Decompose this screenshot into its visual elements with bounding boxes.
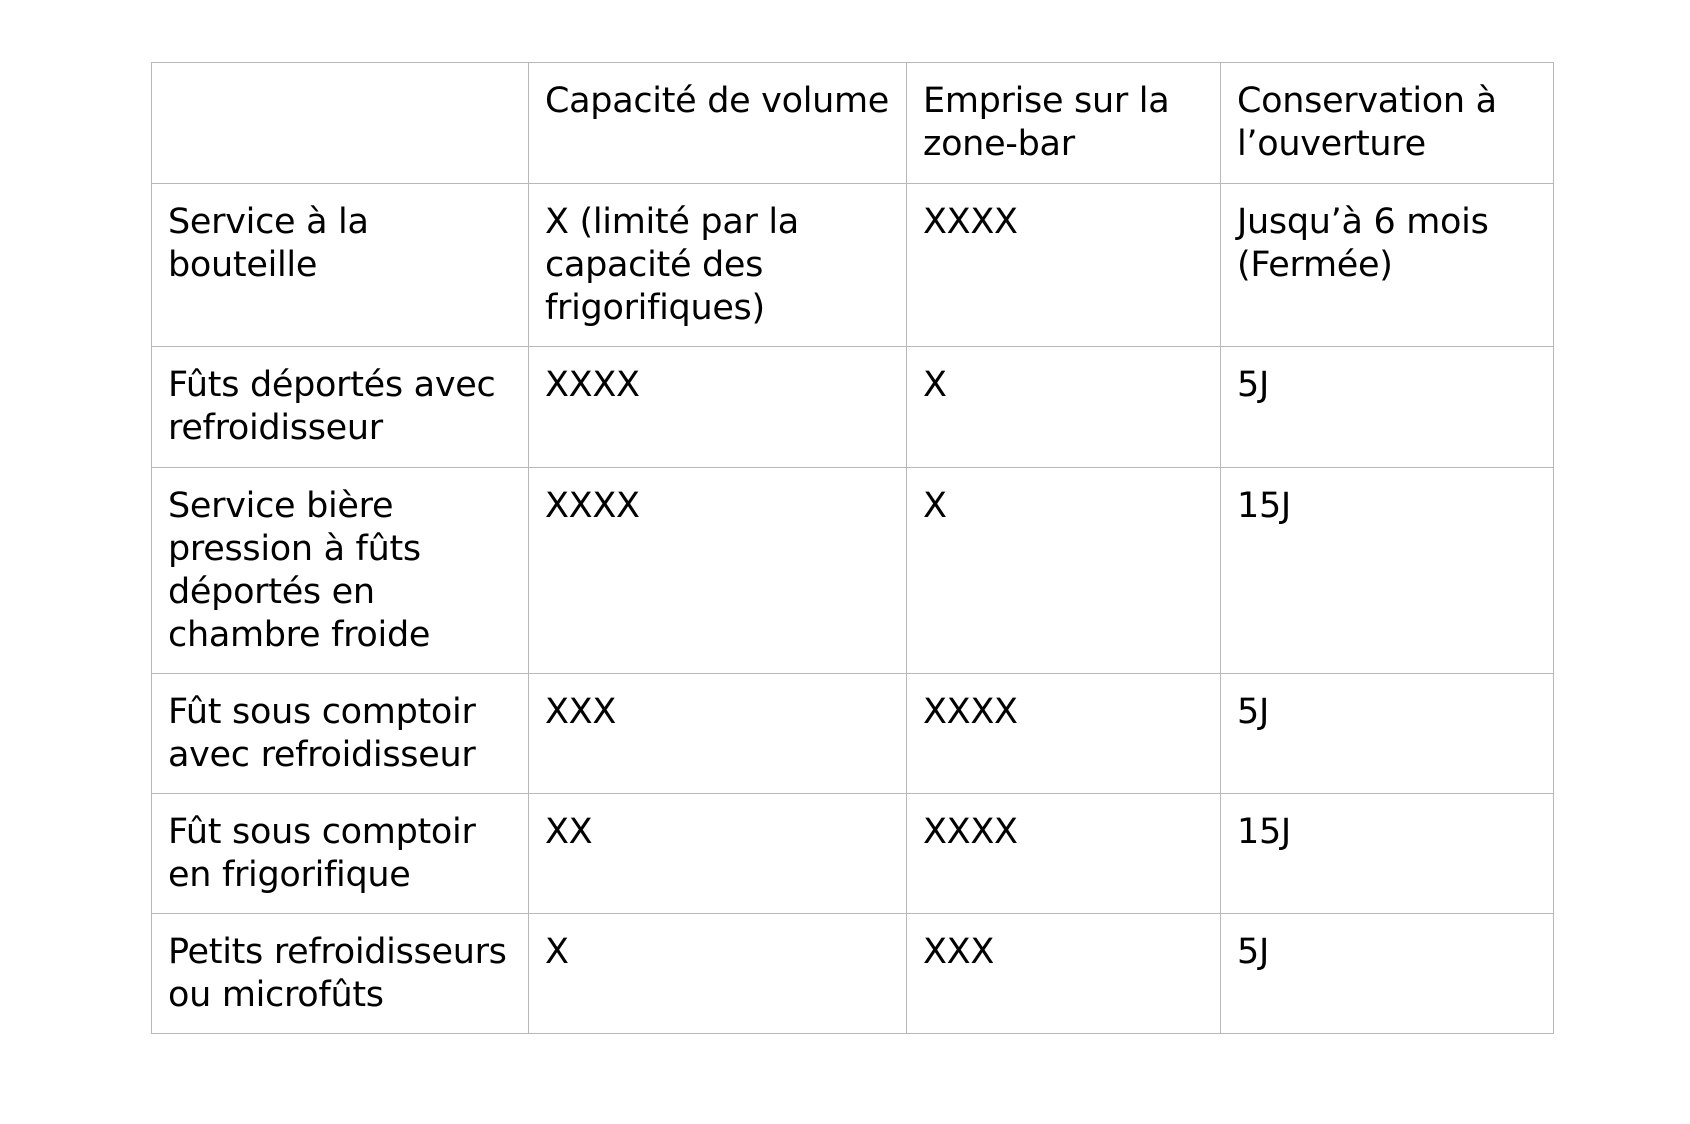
comparison-table (151, 62, 1554, 1034)
conservation-cell: 15J (1221, 794, 1554, 914)
bar-footprint-cell: XXXX (907, 184, 1221, 347)
table-row (152, 914, 1554, 1034)
bar-footprint-cell: XXXX (907, 674, 1221, 794)
table-row (152, 794, 1554, 914)
volume-capacity-cell: XX (529, 794, 907, 914)
row-label-cell: Service à la bouteille (152, 184, 529, 347)
conservation-cell: 15J (1221, 468, 1554, 674)
table-row (152, 468, 1554, 674)
bar-footprint-cell: X (907, 468, 1221, 674)
table-row (152, 184, 1554, 347)
conservation-cell: Jusqu’à 6 mois (Fermée) (1221, 184, 1554, 347)
bar-footprint-cell: XXX (907, 914, 1221, 1034)
conservation-cell: 5J (1221, 914, 1554, 1034)
volume-capacity-cell: XXXX (529, 468, 907, 674)
row-label-cell: Service bière pression à fûts déportés en chambre froide (152, 468, 529, 674)
row-label-cell: Fût sous comptoir en frigorifique (152, 794, 529, 914)
table-header-row (152, 63, 1554, 184)
volume-capacity-cell: X (529, 914, 907, 1034)
row-label-cell: Fût sous comptoir avec refroidisseur (152, 674, 529, 794)
volume-capacity-cell: X (limité par la capacité des frigorifiques) (529, 184, 907, 347)
row-label-cell: Petits refroidisseurs ou microfûts (152, 914, 529, 1034)
conservation-cell: 5J (1221, 347, 1554, 468)
volume-capacity-cell: XXX (529, 674, 907, 794)
header-cell-empty (152, 63, 529, 184)
bar-footprint-cell: X (907, 347, 1221, 468)
bar-footprint-cell: XXXX (907, 794, 1221, 914)
table-row (152, 347, 1554, 468)
header-cell-bar-footprint: Emprise sur la zone-bar (907, 63, 1221, 184)
header-cell-conservation: Conservation à l’ouverture (1221, 63, 1554, 184)
header-cell-volume-capacity: Capacité de volume (529, 63, 907, 184)
row-label-cell: Fûts déportés avec refroidisseur (152, 347, 529, 468)
table-row (152, 674, 1554, 794)
conservation-cell: 5J (1221, 674, 1554, 794)
volume-capacity-cell: XXXX (529, 347, 907, 468)
